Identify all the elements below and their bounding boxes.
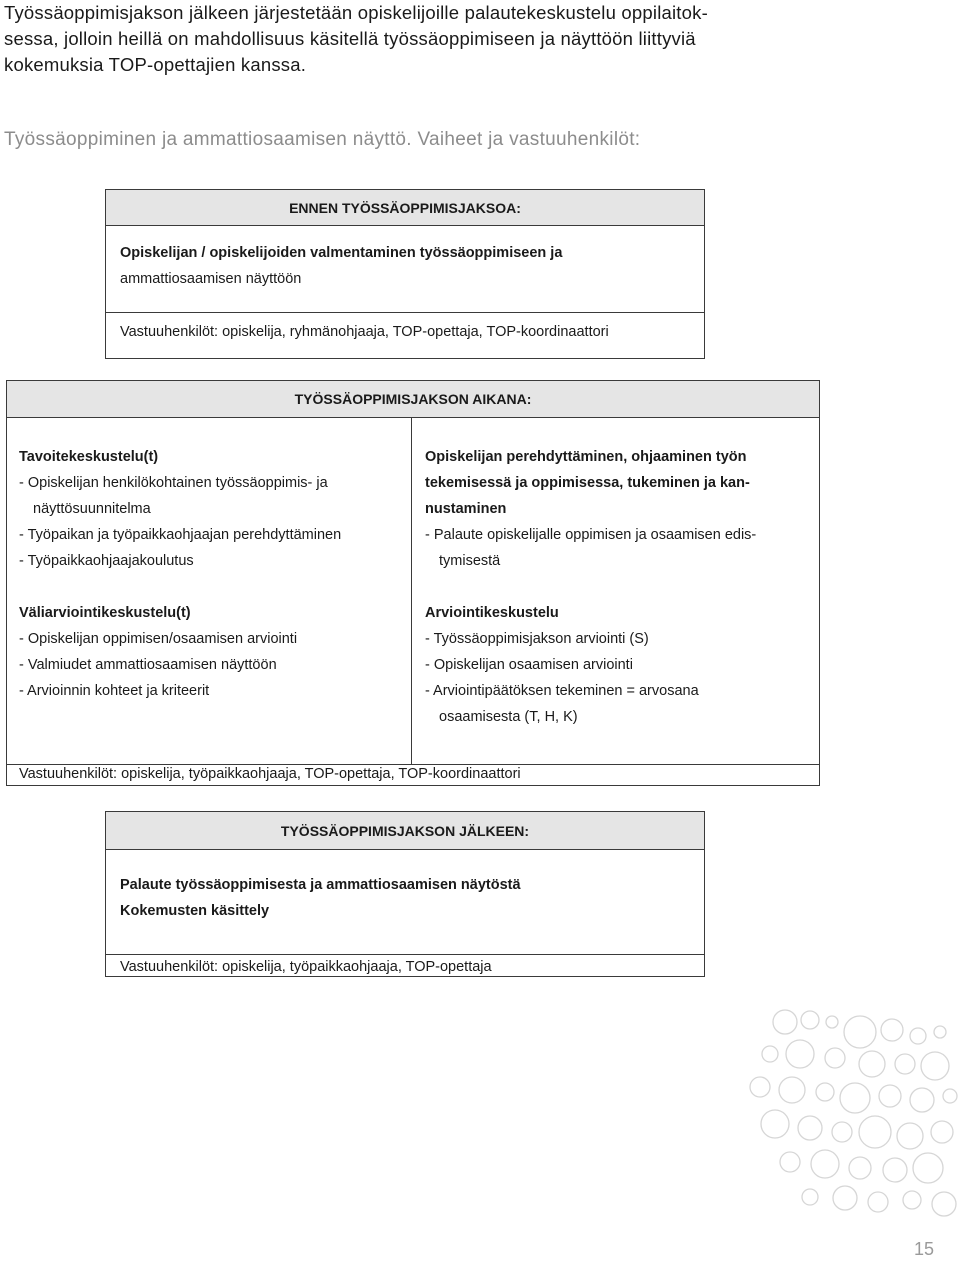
assessment-item-cont: osaamisesta (T, H, K) bbox=[439, 709, 578, 725]
assessment-item: - Opiskelijan osaamisen arviointi bbox=[425, 657, 633, 673]
goals-item: - Työpaikkaohjaajakoulutus bbox=[19, 553, 194, 569]
intro-paragraph bbox=[4, 0, 904, 78]
before-phase-box bbox=[105, 189, 705, 359]
after-phase-box bbox=[105, 811, 705, 977]
guidance-title: nustaminen bbox=[425, 501, 507, 517]
before-phase-title: ENNEN TYÖSSÄOPPIMISJAKSOA: bbox=[106, 190, 704, 226]
before-responsible-text: Vastuuhenkilöt: opiskelija, ryhmänohjaaja, TOP-opettaja, TOP-koordinaattori bbox=[120, 324, 609, 340]
during-responsible-text: Vastuuhenkilöt: opiskelija, työpaikkaohjaaja, TOP-opettaja, TOP-koordinaattori bbox=[19, 766, 521, 782]
intro-line: Työssäoppimisjakson jälkeen järjestetään opiskelijoille palautekeskustelu oppilaitok- bbox=[4, 2, 708, 23]
after-responsible bbox=[106, 954, 704, 975]
guidance-item: - Palaute opiskelijalle oppimisen ja osaamisen edis- bbox=[425, 527, 757, 543]
page-number: 15 bbox=[913, 1239, 934, 1259]
before-line-2: ammattiosaamisen näyttöön bbox=[120, 271, 302, 287]
guidance-title: Opiskelijan perehdyttäminen, ohjaaminen työn bbox=[425, 449, 747, 465]
assessment-title: Arviointikeskustelu bbox=[425, 605, 559, 621]
intro-line: kokemuksia TOP-opettajien kanssa. bbox=[4, 54, 307, 75]
interim-item: - Opiskelijan oppimisen/osaamisen arviointi bbox=[19, 631, 298, 647]
goals-item-cont: näyttösuunnitelma bbox=[33, 501, 151, 517]
interim-item: - Valmiudet ammattiosaamisen näyttöön bbox=[19, 657, 277, 673]
interim-section bbox=[19, 600, 411, 704]
before-line-1: Opiskelijan / opiskelijoiden valmentaminen työssäoppimiseen ja bbox=[120, 245, 563, 261]
guidance-section bbox=[425, 444, 819, 574]
after-line-1: Palaute työssäoppimisesta ja ammattiosaamisen näytöstä bbox=[120, 877, 521, 893]
assessment-item: - Arviointipäätöksen tekeminen = arvosana bbox=[425, 683, 699, 699]
assessment-item: - Työssäoppimisjakson arviointi (S) bbox=[425, 631, 649, 647]
during-left-column bbox=[7, 418, 412, 764]
after-responsible-text: Vastuuhenkilöt: opiskelija, työpaikkaohjaaja, TOP-opettaja bbox=[120, 959, 492, 975]
interim-title: Väliarviointikeskustelu(t) bbox=[19, 605, 191, 621]
before-responsible bbox=[106, 312, 704, 357]
during-responsible bbox=[7, 764, 819, 784]
after-phase-title: TYÖSSÄOPPIMISJAKSON JÄLKEEN: bbox=[106, 812, 704, 850]
during-phase-box bbox=[6, 380, 820, 786]
goals-item: - Opiskelijan henkilökohtainen työssäoppimis- ja bbox=[19, 475, 328, 491]
during-phase-title: TYÖSSÄOPPIMISJAKSON AIKANA: bbox=[7, 381, 819, 418]
guidance-item-cont: tymisestä bbox=[439, 553, 501, 569]
goals-title: Tavoitekeskustelu(t) bbox=[19, 449, 159, 465]
decorative-circles bbox=[660, 992, 960, 1232]
section-heading: Työssäoppiminen ja ammattiosaamisen näyttö. Vaiheet ja vastuuhenkilöt: bbox=[4, 129, 641, 150]
goals-item: - Työpaikan ja työpaikkaohjaajan perehdyttäminen bbox=[19, 527, 342, 543]
guidance-title: tekemisessä ja oppimisessa, tukeminen ja kan- bbox=[425, 475, 750, 491]
assessment-section bbox=[425, 600, 819, 730]
after-line-2: Kokemusten käsittely bbox=[120, 903, 270, 919]
goals-section bbox=[19, 444, 411, 574]
intro-line: sessa, jolloin heillä on mahdollisuus käsitellä työssäoppimiseen ja näyttöön liittyviä bbox=[4, 28, 696, 49]
interim-item: - Arvioinnin kohteet ja kriteerit bbox=[19, 683, 210, 699]
during-right-column bbox=[412, 418, 819, 764]
during-columns bbox=[7, 418, 819, 764]
